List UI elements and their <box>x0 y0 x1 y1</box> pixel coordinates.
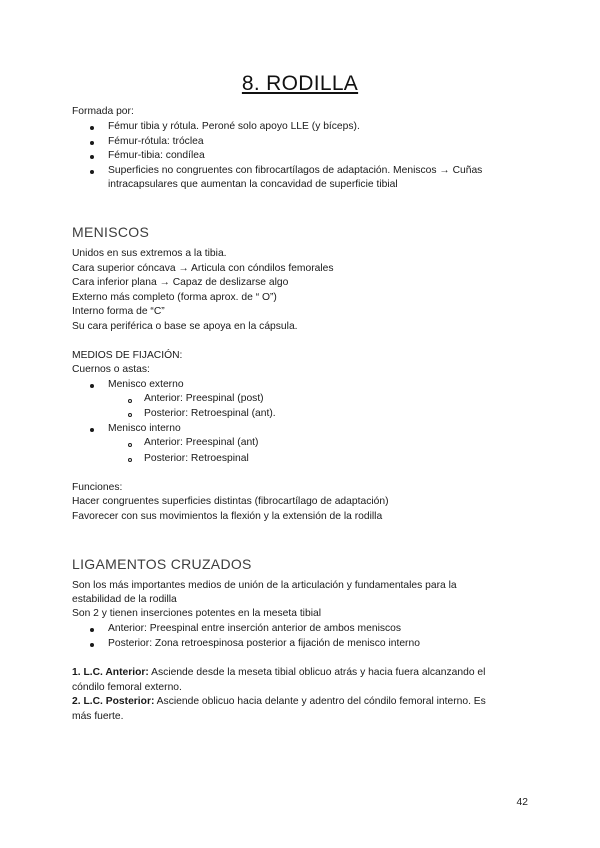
menisco-interno-sub: Anterior: Preespinal (ant) <box>144 437 259 448</box>
lcp-paragraph <box>72 695 486 710</box>
bullet-dot <box>90 643 94 647</box>
section-heading-meniscos: MENISCOS <box>72 224 150 240</box>
menisco-interno-label: Menisco interno <box>108 423 181 434</box>
lcp-text-continued: más fuerte. <box>72 711 124 722</box>
meniscos-line: Interno forma de “C” <box>72 306 165 317</box>
sub-bullet-circle <box>128 399 132 403</box>
sub-bullet-circle <box>128 413 132 417</box>
funcion-line: Favorecer con sus movimientos la flexión y la extensión de la rodilla <box>72 511 383 522</box>
funciones-title: Funciones: <box>72 482 123 493</box>
cuernos-label: Cuernos o astas: <box>72 364 150 375</box>
ligamentos-intro: Son los más importantes medios de unión de la articulación y fundamentales para la <box>72 580 457 591</box>
ligamentos-intro: estabilidad de la rodilla <box>72 594 177 605</box>
menisco-externo-label: Menisco externo <box>108 379 184 390</box>
ligamentos-intro: Son 2 y tienen inserciones potentes en la meseta tibial <box>72 608 321 619</box>
bullet-dot <box>90 155 94 159</box>
bullet-dot <box>90 384 94 388</box>
bullet-dot <box>90 428 94 432</box>
menisco-interno-sub: Posterior: Retroespinal <box>144 453 249 464</box>
intro-item: Fémur-rótula: tróclea <box>108 136 204 147</box>
lca-label: 1. L.C. Anterior: <box>72 667 149 678</box>
page-number: 42 <box>516 797 528 808</box>
lcp-text: Asciende oblicuo hacia delante y adentro del cóndilo femoral interno. Es <box>154 696 486 707</box>
lca-text: Asciende desde la meseta tibial oblicuo atrás y hacia fuera alcanzando el <box>148 667 486 678</box>
bullet-dot <box>90 628 94 632</box>
menisco-externo-sub: Posterior: Retroespinal (ant). <box>144 408 276 419</box>
menisco-externo-sub: Anterior: Preespinal (post) <box>144 393 264 404</box>
sub-bullet-circle <box>128 443 132 447</box>
intro-item: Superficies no congruentes con fibrocartílagos de adaptación. Meniscos → Cuñas <box>108 165 483 176</box>
funcion-line: Hacer congruentes superficies distintas (fibrocartílago de adaptación) <box>72 496 389 507</box>
intro-label: Formada por: <box>72 106 134 117</box>
bullet-dot <box>90 170 94 174</box>
lca-paragraph <box>72 666 485 681</box>
lca-text-continued: cóndilo femoral externo. <box>72 682 182 693</box>
sub-bullet-circle <box>128 458 132 462</box>
meniscos-line: Cara inferior plana → Capaz de deslizarse algo <box>72 277 289 288</box>
ligamento-item: Anterior: Preespinal entre inserción anterior de ambos meniscos <box>108 623 402 634</box>
ligamento-item: Posterior: Zona retroespinosa posterior a fijación de menisco interno <box>108 638 420 649</box>
page-title: 8. RODILLA <box>241 72 359 95</box>
meniscos-line: Su cara periférica o base se apoya en la cápsula. <box>72 321 298 332</box>
meniscos-line: Unidos en sus extremos a la tibia. <box>72 248 227 259</box>
fijacion-title: MEDIOS DE FIJACIÓN: <box>72 350 183 361</box>
bullet-dot <box>90 126 94 130</box>
intro-item: Fémur tibia y rótula. Peroné solo apoyo LLE (y bíceps). <box>108 121 360 132</box>
meniscos-line: Externo más completo (forma aprox. de “ O”) <box>72 292 277 303</box>
bullet-dot <box>90 141 94 145</box>
intro-item: Fémur-tibia: condílea <box>108 150 205 161</box>
section-heading-ligamentos: LIGAMENTOS CRUZADOS <box>72 556 252 572</box>
lcp-label: 2. L.C. Posterior: <box>72 696 155 707</box>
intro-item-continued: intracapsulares que aumentan la concavidad de superficie tibial <box>108 179 398 190</box>
meniscos-line: Cara superior cóncava → Articula con cóndilos femorales <box>72 263 334 274</box>
